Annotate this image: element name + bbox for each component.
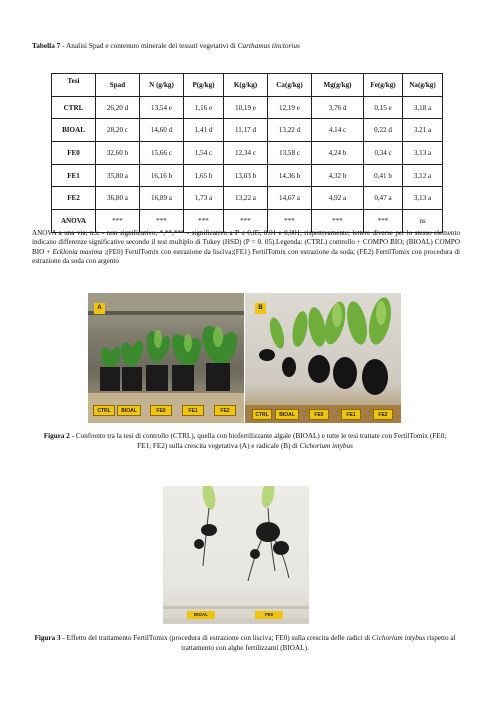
- table-cell: 1,16 e: [184, 96, 224, 119]
- table-caption-text: - Analisi Spad e contenuto minerale dei tessuti vegetativi di: [60, 41, 238, 50]
- pot-label: FE1: [341, 409, 361, 420]
- table-cell: 1,54 c: [184, 142, 224, 165]
- figure2-caption: [40, 432, 450, 451]
- header-cell: P(g/kg): [184, 74, 224, 97]
- table-cell: 35,80 a: [96, 164, 140, 187]
- table-row: [52, 142, 443, 165]
- table-note: [32, 229, 460, 266]
- table-cell: 26,20 d: [96, 96, 140, 119]
- root-label: BIOAL: [187, 611, 215, 619]
- table-cell: 0,34 c: [364, 142, 403, 165]
- table-cell: 4,14 c: [312, 119, 364, 142]
- table-cell: 15,66 c: [140, 142, 184, 165]
- table-cell: 16,89 a: [140, 187, 184, 210]
- figure2-caption-species: Cichorium intybus: [299, 441, 353, 450]
- table-cell: 12,19 e: [268, 96, 312, 119]
- table-cell: 0,41 b: [364, 164, 403, 187]
- table-cell: 3,76 d: [312, 96, 364, 119]
- table-cell: 0,22 d: [364, 119, 403, 142]
- table-cell: 0,47 a: [364, 187, 403, 210]
- table-cell: ***: [312, 210, 364, 233]
- table-cell: 3,12 a: [403, 164, 443, 187]
- pot-label: BIOAL: [117, 405, 141, 416]
- note-species: Ecklonia maxima: [52, 247, 103, 256]
- root-comparison-illustration: [245, 293, 401, 423]
- note-text: ANOVA a una via; n.s. - non significativo; *,**,*** - significativo a P ≤ 0,05, 0,01 e 0,001, rispettivamente; lettere diverse per lo stesso elemento indicano differenze significative secondo il test multiplo di Tukey (HSD) (P = 0. 05).Legenda: (CTRL) controllo + COMPO BIO; (BIOAL) COMPO BIO +: [32, 229, 460, 256]
- row-label-cell: FE2: [52, 187, 96, 210]
- table-cell: 13,54 e: [140, 96, 184, 119]
- table-cell: ***: [140, 210, 184, 233]
- figure3-caption-text: - Effetto del trattamento FertilTomix (procedura di estrazione con lisciva; FE0) sulla crescita delle radici di: [60, 634, 372, 642]
- table-row: [52, 96, 443, 119]
- mineral-analysis-table: [51, 73, 443, 233]
- row-label-cell: BIOAL: [52, 119, 96, 142]
- table-cell: 14,36 b: [268, 164, 312, 187]
- table-body: [52, 96, 443, 232]
- table-row: [52, 119, 443, 142]
- table-cell: 3,13 a: [403, 187, 443, 210]
- table-cell: 13,58 c: [268, 142, 312, 165]
- pot-label: BIOAL: [275, 409, 299, 420]
- roots-detail-illustration: [163, 486, 309, 624]
- table-cell: 36,80 a: [96, 187, 140, 210]
- table-cell: 3,13 a: [403, 142, 443, 165]
- pot-label: FE0: [150, 405, 172, 416]
- table-cell: 11,17 d: [224, 119, 268, 142]
- table-header-row: [52, 74, 443, 97]
- pot-label: CTRL: [252, 409, 272, 420]
- table-cell: ***: [184, 210, 224, 233]
- header-cell: N (g/kg): [140, 74, 184, 97]
- figure2-label: Figura 2: [43, 432, 70, 440]
- figure3-caption-tail: rispetto al trattamento con alghe fertilizzanti (BIOAL).: [181, 634, 456, 652]
- table-cell: 4,32 b: [312, 164, 364, 187]
- table-row: [52, 187, 443, 210]
- note-text-tail: ;(FE0) FertilTomix con estrazione da lisciva;(FE1) FertilTomix con estrazione da soda; (FE2) FertilTomix con procedura di estrazione da soda con argento: [32, 247, 461, 265]
- table-cell: 4,24 b: [312, 142, 364, 165]
- header-cell: K(g/kg): [224, 74, 268, 97]
- table-cell: 1,41 d: [184, 119, 224, 142]
- figure3-caption: [30, 634, 460, 653]
- table-cell: ***: [268, 210, 312, 233]
- table-cell: 0,15 e: [364, 96, 403, 119]
- figure2-caption-text: - Confronto tra la tesi di controllo (CTRL), quella con biofertilizzante algale (BIOAL) e tutte le tesi trattate con FertilTomix (FE0; FE1; FE2) sulla crescita vegetativa (A) e radicale (B) di: [69, 432, 447, 450]
- plant-pots-illustration: [88, 293, 244, 423]
- header-cell: Fe(g/kg): [364, 74, 403, 97]
- table-cell: 12,34 c: [224, 142, 268, 165]
- table-cell: 1,73 a: [184, 187, 224, 210]
- panel-b-label: B: [255, 303, 266, 314]
- table-cell: ***: [224, 210, 268, 233]
- figure3-photo: [163, 486, 309, 624]
- header-cell: Na(g/kg): [403, 74, 443, 97]
- table-cell: ***: [364, 210, 403, 233]
- table-cell: 13,22 d: [268, 119, 312, 142]
- header-cell: Mg(g/kg): [312, 74, 364, 97]
- table-cell: 4,92 a: [312, 187, 364, 210]
- table-cell: 14,67 a: [268, 187, 312, 210]
- table-cell: 10,19 e: [224, 96, 268, 119]
- table-cell: 16,16 b: [140, 164, 184, 187]
- figure3-label: Figura 3: [34, 634, 61, 642]
- table-cell: 3,18 a: [403, 96, 443, 119]
- row-label-cell: FE1: [52, 164, 96, 187]
- table-cell: 14,60 d: [140, 119, 184, 142]
- header-cell: Ca(g/kg): [268, 74, 312, 97]
- table-cell: ***: [96, 210, 140, 233]
- figure3-caption-species: Cichorium intybus: [371, 634, 426, 642]
- row-label-cell: CTRL: [52, 96, 96, 119]
- figure2-photo-b: [245, 293, 401, 423]
- table-caption: [32, 41, 462, 50]
- header-cell: Spad: [96, 74, 140, 97]
- pot-label: FE2: [214, 405, 236, 416]
- table-row: [52, 164, 443, 187]
- table-caption-species: Carthamus tinctorius: [237, 41, 300, 50]
- table-cell: 28,20 c: [96, 119, 140, 142]
- table-cell: 1,65 b: [184, 164, 224, 187]
- pot-label: CTRL: [93, 405, 115, 416]
- figure2-photo-a: [88, 293, 244, 423]
- table-cell: 3,21 a: [403, 119, 443, 142]
- row-label-cell: FE0: [52, 142, 96, 165]
- panel-a-label: A: [94, 303, 105, 314]
- row-label-cell: ANOVA: [52, 210, 96, 233]
- root-label: FE0: [255, 611, 283, 619]
- header-cell: Tesi: [52, 74, 96, 97]
- pot-label: FE0: [309, 409, 329, 420]
- pot-label: FE1: [182, 405, 204, 416]
- table-cell: 32,60 b: [96, 142, 140, 165]
- table-cell: 13,03 b: [224, 164, 268, 187]
- pot-label: FE2: [373, 409, 393, 420]
- table-label: Tabella 7: [32, 41, 61, 50]
- table-cell: ns: [403, 210, 443, 233]
- table-cell: 13,22 a: [224, 187, 268, 210]
